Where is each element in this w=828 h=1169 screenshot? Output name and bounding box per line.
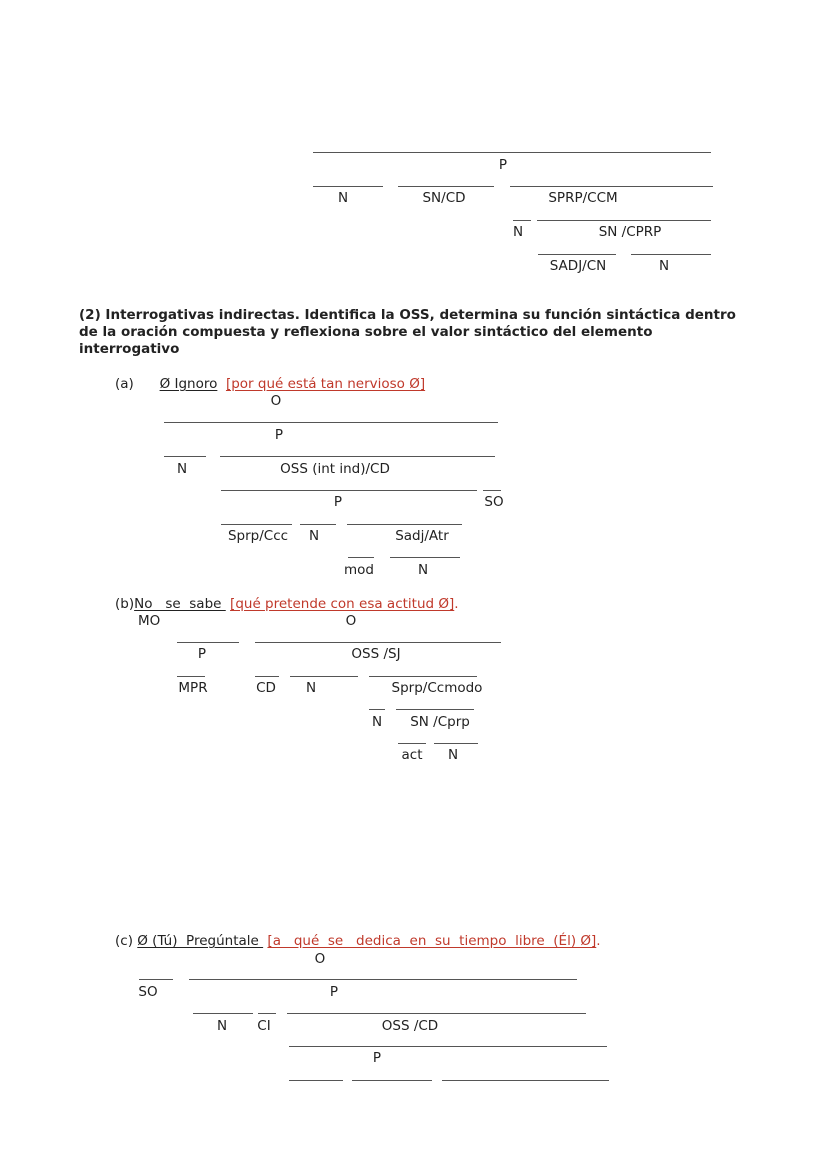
sentence-end: .: [454, 596, 459, 612]
label-n: N: [447, 747, 459, 763]
main-clause: Ø (Tú) Pregúntale: [137, 933, 264, 949]
label-ci: CI: [257, 1018, 271, 1034]
label-n: N: [176, 461, 188, 477]
rule: [189, 979, 577, 980]
rule: [348, 557, 374, 558]
label-n: N: [371, 714, 383, 730]
label-n: N: [512, 224, 524, 240]
label-sprp-ccmodo: Sprp/Ccmodo: [391, 680, 483, 696]
rule: [289, 1080, 343, 1081]
subordinate-clause: [a qué se dedica en su tiempo libre (Él) Ø]: [267, 933, 597, 949]
item-label: (a): [115, 376, 134, 392]
rule: [313, 186, 383, 187]
rule: [313, 152, 711, 153]
rule: [139, 979, 173, 980]
rule: [193, 1013, 253, 1014]
label-so: SO: [484, 494, 504, 510]
rule: [289, 1046, 607, 1047]
rule: [258, 1013, 276, 1014]
rule: [164, 456, 206, 457]
label-p: P: [274, 427, 284, 443]
rule: [434, 743, 478, 744]
label-o: O: [345, 613, 357, 629]
sentence-c: [115, 933, 601, 949]
rule: [442, 1080, 609, 1081]
main-clause: Ø Ignoro: [159, 376, 218, 392]
label-p: P: [498, 157, 508, 173]
rule: [177, 642, 239, 643]
label-sprp-ccc: Sprp/Ccc: [227, 528, 289, 544]
label-sn-cprp: SN /Cprp: [410, 714, 470, 730]
label-oss-cd: OSS /CD: [381, 1018, 439, 1034]
rule: [177, 676, 205, 677]
rule: [255, 642, 501, 643]
label-n: N: [308, 528, 320, 544]
label-p: P: [197, 646, 207, 662]
label-p: P: [372, 1050, 382, 1066]
sentence-end: .: [596, 933, 601, 949]
rule: [369, 709, 385, 710]
label-p: P: [333, 494, 343, 510]
label-mpr: MPR: [178, 680, 208, 696]
rule: [513, 220, 531, 221]
rule: [390, 557, 460, 558]
rule: [220, 456, 495, 457]
subordinate-clause: [qué pretende con esa actitud Ø]: [230, 596, 455, 612]
label-sprp-ccm: SPRP/CCM: [548, 190, 618, 206]
item-label: (c): [115, 933, 133, 949]
label-oss-cd: OSS (int ind)/CD: [280, 461, 390, 477]
sentence-b: [115, 596, 459, 612]
rule: [287, 1013, 586, 1014]
label-n: N: [305, 680, 317, 696]
rule: [396, 709, 474, 710]
rule: [352, 1080, 432, 1081]
section-heading: (2) Interrogativas indirectas. Identifica la OSS, determina su función sintáctica dentro de la oración compuesta y reflexiona sobre el valor sintáctico del elemento interrogativo: [79, 307, 736, 357]
label-so: SO: [138, 984, 158, 1000]
main-clause: No se sabe: [134, 596, 226, 612]
label-n: N: [417, 562, 429, 578]
label-mod: mod: [344, 562, 374, 578]
rule: [221, 490, 477, 491]
rule: [510, 186, 713, 187]
rule: [537, 220, 711, 221]
label-n: N: [216, 1018, 228, 1034]
label-p: P: [329, 984, 339, 1000]
sentence-a: [115, 376, 425, 392]
label-act: act: [401, 747, 423, 763]
label-o: O: [270, 393, 282, 409]
rule: [538, 254, 616, 255]
label-sn-cprp: SN /CPRP: [598, 224, 662, 240]
rule: [300, 524, 336, 525]
rule: [164, 422, 498, 423]
label-cd: CD: [256, 680, 276, 696]
rule: [369, 676, 477, 677]
rule: [483, 490, 501, 491]
rule: [398, 743, 426, 744]
rule: [221, 524, 292, 525]
label-sadj-atr: Sadj/Atr: [395, 528, 449, 544]
rule: [255, 676, 279, 677]
rule: [631, 254, 711, 255]
rule: [398, 186, 494, 187]
label-o: O: [314, 951, 326, 967]
label-sncd: SN/CD: [422, 190, 466, 206]
label-n: N: [337, 190, 349, 206]
label-sadj-cn: SADJ/CN: [549, 258, 607, 274]
label-oss-sj: OSS /SJ: [351, 646, 401, 662]
subordinate-clause: [por qué está tan nervioso Ø]: [225, 376, 426, 392]
item-label: (b): [115, 596, 135, 612]
rule: [290, 676, 358, 677]
rule: [347, 524, 462, 525]
label-n: N: [658, 258, 670, 274]
label-mo: MO: [138, 613, 161, 629]
